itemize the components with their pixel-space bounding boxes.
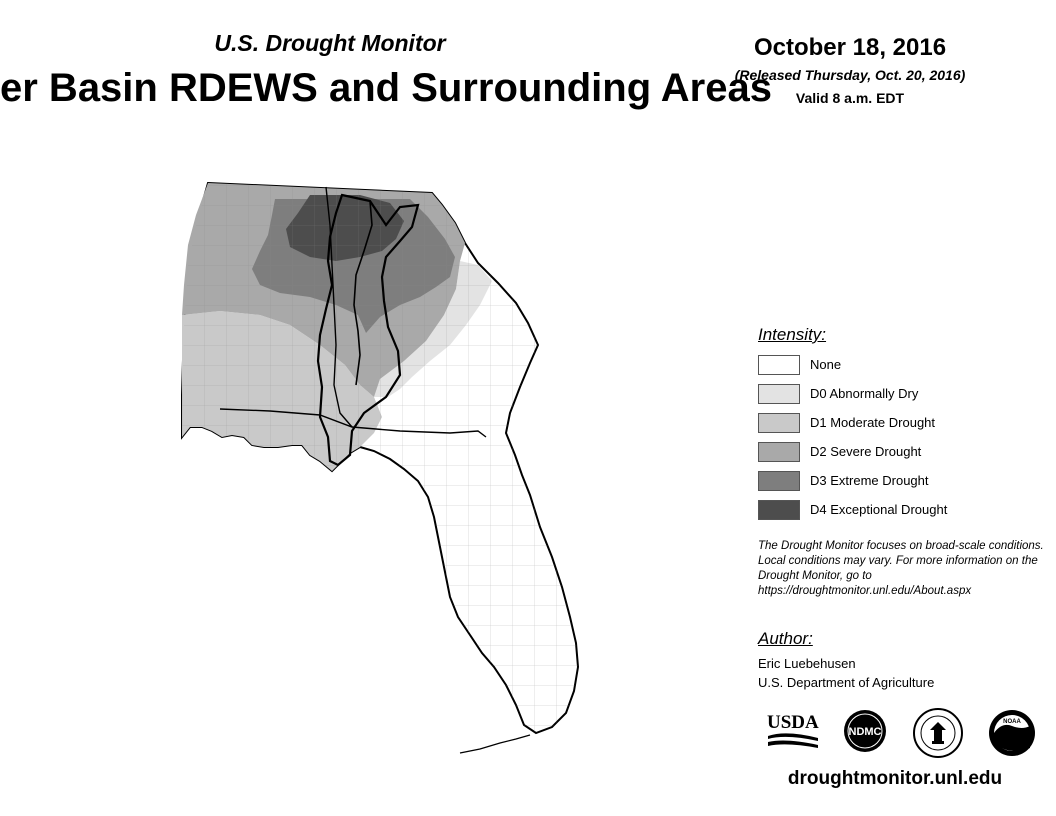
legend-title: Intensity: xyxy=(758,325,827,344)
legend-swatch xyxy=(758,500,800,520)
legend-item-none xyxy=(758,355,1048,377)
usda-logo xyxy=(766,708,820,752)
noaa-logo xyxy=(986,708,1038,758)
valid-time: Valid 8 a.m. EDT xyxy=(795,90,905,106)
commerce-seal-logo xyxy=(912,708,966,758)
legend-item-d3 xyxy=(758,471,1048,493)
footer-url[interactable]: droughtmonitor.unl.edu xyxy=(787,768,1003,789)
map-date: October 18, 2016 xyxy=(753,34,947,61)
legend-item-d4 xyxy=(758,500,1048,522)
author-organization: U.S. Department of Agriculture xyxy=(758,675,935,690)
legend-label: None xyxy=(810,357,842,372)
legend-label: D3 Extreme Drought xyxy=(810,473,929,488)
county-lines xyxy=(182,183,578,733)
ndmc-logo-text: NDMC xyxy=(848,726,882,738)
legend-label: D4 Exceptional Drought xyxy=(810,502,948,517)
map-subtitle: U.S. Drought Monitor xyxy=(214,30,446,56)
florida-keys xyxy=(460,735,530,753)
legend-swatch xyxy=(758,355,800,375)
legend-label: D2 Severe Drought xyxy=(810,444,922,459)
legend-swatch xyxy=(758,471,800,491)
legend-swatch xyxy=(758,384,800,404)
author-title: Author: xyxy=(758,629,813,648)
legend-label: D0 Abnormally Dry xyxy=(810,386,919,401)
release-date: (Released Thursday, Oct. 20, 2016) xyxy=(734,67,966,83)
legend-item-d0 xyxy=(758,384,1048,406)
drought-map xyxy=(160,165,580,775)
legend-swatch xyxy=(758,442,800,462)
noaa-logo-text: NOAA xyxy=(1003,719,1021,725)
ndmc-logo xyxy=(842,708,888,754)
legend-swatch xyxy=(758,413,800,433)
legend-note: The Drought Monitor focuses on broad-scale conditions. Local conditions may vary. For more information on the Drought Monitor, go to https://droughtmonitor.unl.edu/About.aspx xyxy=(758,540,1044,597)
legend-label: D1 Moderate Drought xyxy=(810,415,936,430)
legend-item-d2 xyxy=(758,442,1048,464)
legend-item-d1 xyxy=(758,413,1048,435)
usda-logo-text: USDA xyxy=(767,712,819,733)
map-title: er Basin RDEWS and Surrounding Areas xyxy=(0,66,772,110)
author-name: Eric Luebehusen xyxy=(758,656,856,671)
